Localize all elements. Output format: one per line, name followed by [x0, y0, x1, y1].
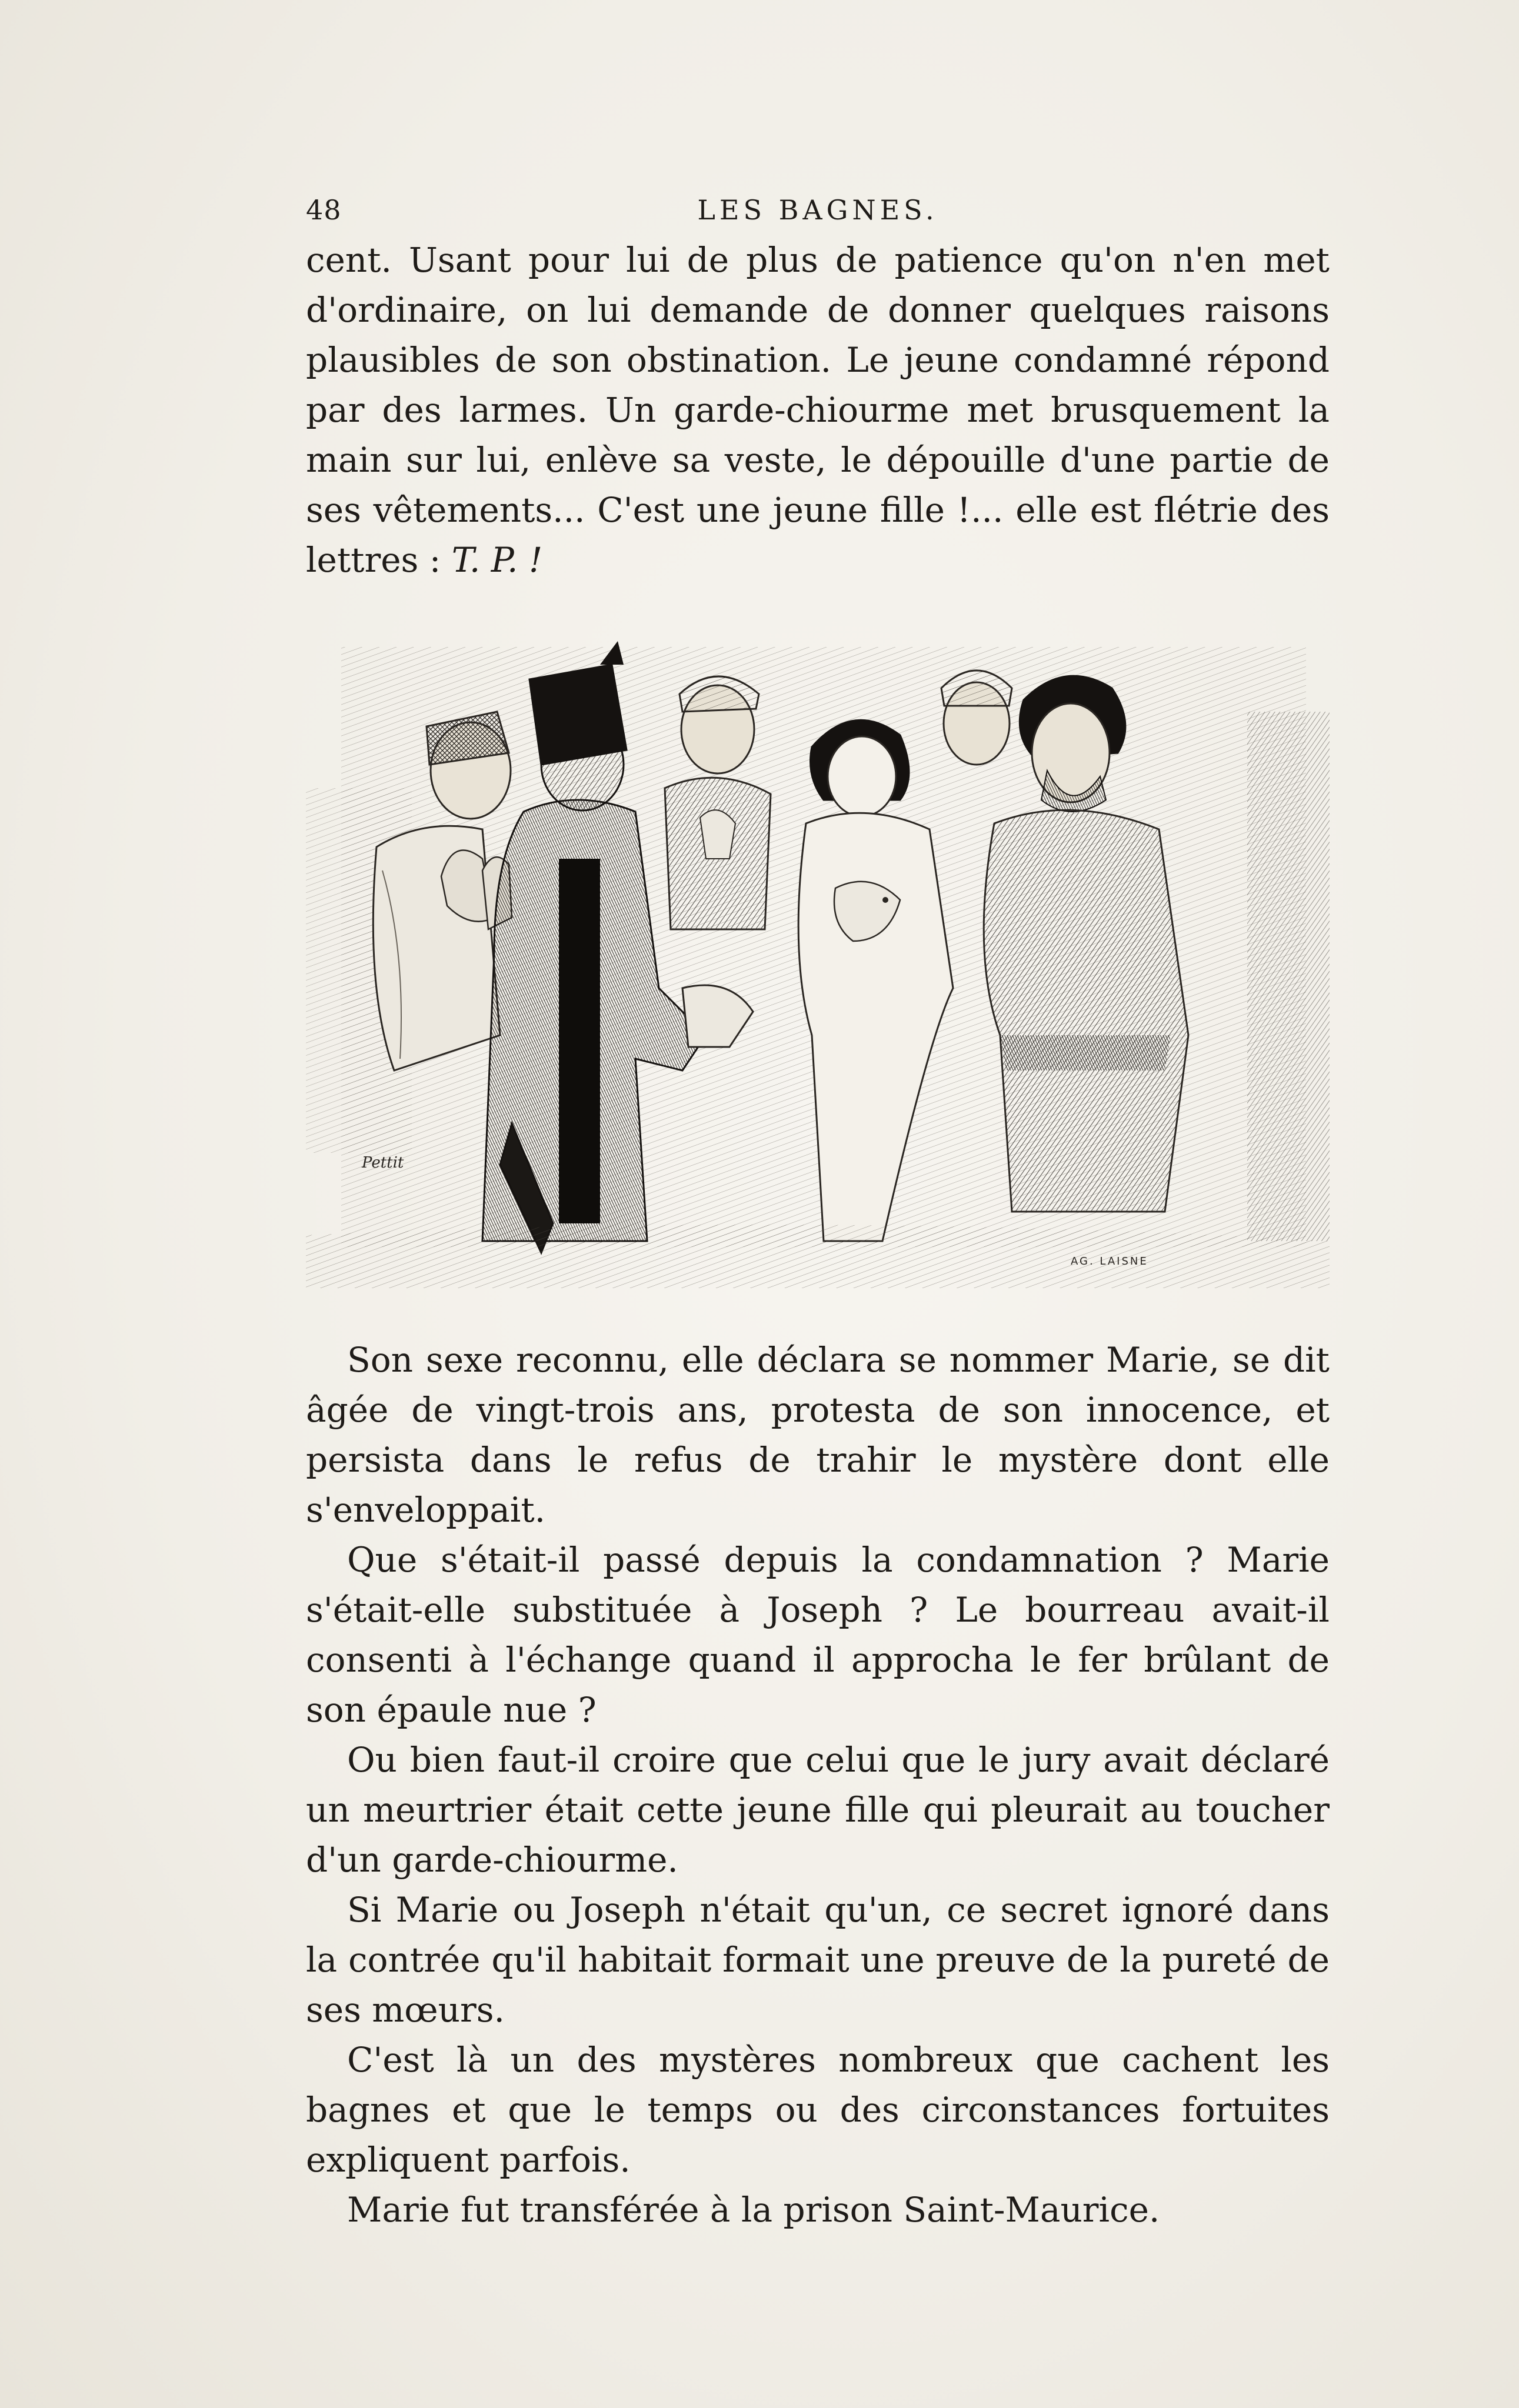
paragraph-opening: [306, 235, 1330, 585]
paragraph-opening-text: cent. Usant pour lui de plus de patience qu'on n'en met d'ordinaire, on lui demande de donner quelques raisons plausibles de son obstination. Le jeune condamné répond par des larmes. Un garde-chiourme met brusquement la main sur lui, enlève sa veste, le dépouille d'une partie de ses vêtements... C'est une jeune fille !... elle est flétrie des lettres :: [306, 240, 1330, 580]
engraving-scene: [306, 623, 1330, 1288]
artist-signature: Pettit: [362, 1154, 404, 1172]
body-text: [306, 1335, 1330, 2235]
paragraph-1: Son sexe reconnu, elle déclara se nommer Marie, se dit âgée de vingt-trois ans, protesta de son innocence, et persista dans le refus de trahir le mystère dont elle s'enveloppait.: [306, 1340, 1330, 1530]
engraver-signature: AG. LAISNE: [1071, 1255, 1148, 1268]
paragraph-5: C'est là un des mystères nombreux que cachent les bagnes et que le temps ou des circonstances fortuites expliquent parfois.: [306, 2040, 1330, 2180]
shako-icon: [529, 665, 627, 765]
engraving-illustration: [306, 623, 1330, 1288]
page-header: [306, 194, 1330, 235]
paragraph-2: Que s'était-il passé depuis la condamnation ? Marie s'était-elle substituée à Joseph ? Le bourreau avait-il consenti à l'échange quand il approcha le fer brûlant de son épaule nue ?: [306, 1540, 1330, 1730]
paragraph-3: Ou bien faut-il croire que celui que le jury avait déclaré un meurtrier était cette jeune fille qui pleurait au toucher d'un garde-chiourme.: [306, 1740, 1330, 1880]
paragraph-6: Marie fut transférée à la prison Saint-Maurice.: [347, 2190, 1160, 2230]
figure-old-man: [941, 671, 1012, 765]
branded-initials: T. P. !: [451, 540, 543, 580]
paragraph-4: Si Marie ou Joseph n'était qu'un, ce secret ignoré dans la contrée qu'il habitait formait une preuve de la pureté de ses mœurs.: [306, 1890, 1330, 2030]
top-paragraph: [306, 235, 1330, 585]
page-number: 48: [306, 194, 342, 226]
running-title: LES BAGNES.: [697, 194, 938, 226]
